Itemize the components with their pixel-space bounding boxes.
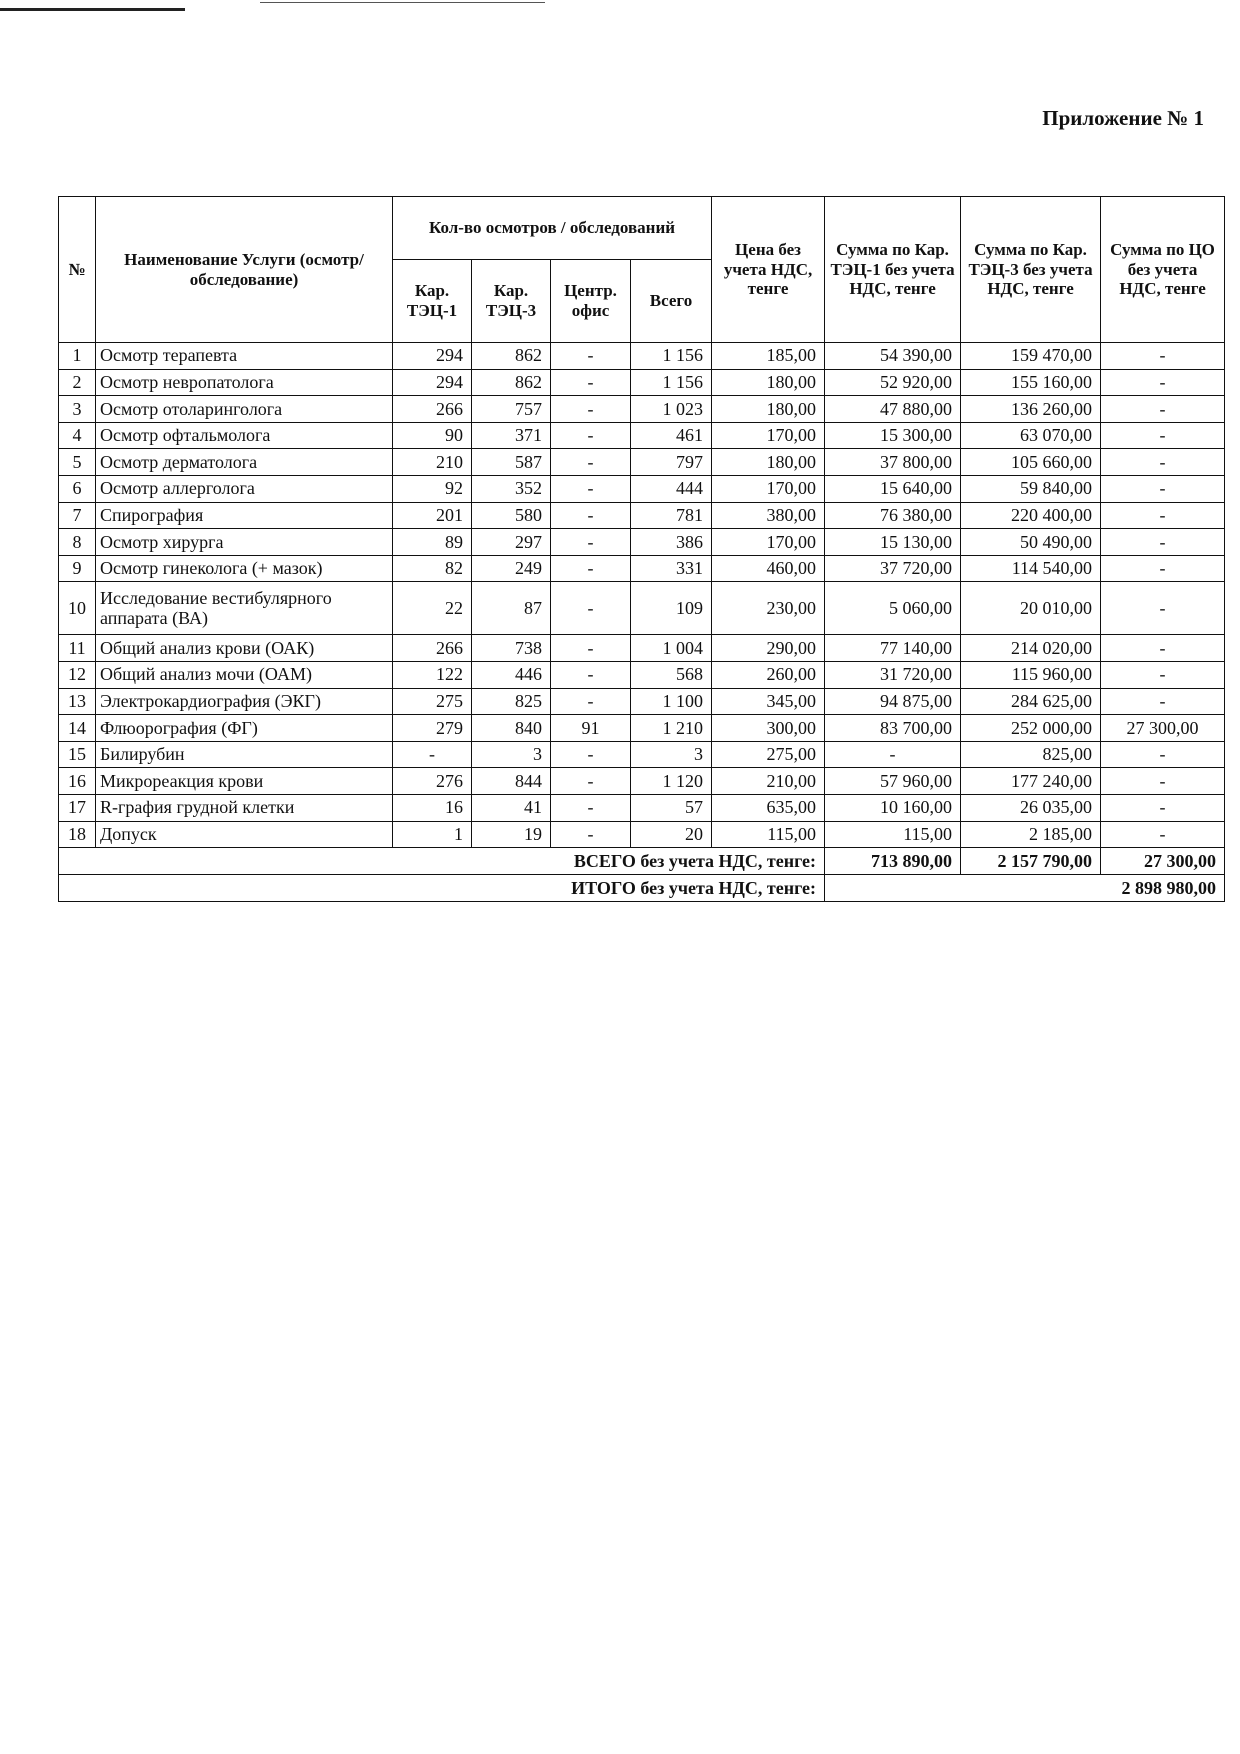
sum-tec1: 94 875,00 [825, 688, 961, 715]
sum-tec3: 155 160,00 [961, 369, 1101, 396]
row-number: 1 [59, 343, 96, 370]
row-number: 2 [59, 369, 96, 396]
sum-tec1: 37 720,00 [825, 555, 961, 582]
sum-co: - [1101, 688, 1225, 715]
sum-tec3: 2 185,00 [961, 821, 1101, 848]
count-total: 3 [631, 741, 712, 768]
count-tec3: 41 [472, 794, 551, 821]
table-row [59, 475, 1225, 502]
count-total: 57 [631, 794, 712, 821]
price: 170,00 [712, 422, 825, 449]
row-number: 18 [59, 821, 96, 848]
row-number: 15 [59, 741, 96, 768]
count-tec3: 371 [472, 422, 551, 449]
count-tec1: 275 [393, 688, 472, 715]
row-number: 10 [59, 582, 96, 635]
price: 170,00 [712, 475, 825, 502]
count-tec1: 82 [393, 555, 472, 582]
service-name: Билирубин [96, 741, 393, 768]
service-name: Микрореакция крови [96, 768, 393, 795]
count-central: 91 [551, 715, 631, 742]
header-central-office: Центр. офис [551, 260, 631, 343]
count-tec1: - [393, 741, 472, 768]
sum-co: - [1101, 794, 1225, 821]
service-name: Осмотр аллерголога [96, 475, 393, 502]
service-name: Осмотр офтальмолога [96, 422, 393, 449]
itogo-label: ИТОГО без учета НДС, тенге: [59, 875, 825, 902]
table-row [59, 555, 1225, 582]
sum-co: - [1101, 449, 1225, 476]
count-tec3: 87 [472, 582, 551, 635]
vsego-sum-co: 27 300,00 [1101, 848, 1225, 875]
count-total: 1 210 [631, 715, 712, 742]
service-name: R-графия грудной клетки [96, 794, 393, 821]
vsego-sum-tec3: 2 157 790,00 [961, 848, 1101, 875]
price: 185,00 [712, 343, 825, 370]
vsego-sum-tec1: 713 890,00 [825, 848, 961, 875]
sum-tec3: 105 660,00 [961, 449, 1101, 476]
sum-co: - [1101, 661, 1225, 688]
count-tec3: 757 [472, 396, 551, 423]
service-name: Флюорография (ФГ) [96, 715, 393, 742]
service-name: Осмотр терапевта [96, 343, 393, 370]
service-name: Электрокардиография (ЭКГ) [96, 688, 393, 715]
count-tec1: 1 [393, 821, 472, 848]
count-central: - [551, 422, 631, 449]
sum-tec1: 5 060,00 [825, 582, 961, 635]
row-number: 16 [59, 768, 96, 795]
row-number: 17 [59, 794, 96, 821]
count-tec3: 249 [472, 555, 551, 582]
sum-tec1: 54 390,00 [825, 343, 961, 370]
count-total: 797 [631, 449, 712, 476]
sum-co: - [1101, 422, 1225, 449]
count-total: 1 023 [631, 396, 712, 423]
count-total: 444 [631, 475, 712, 502]
table-row [59, 343, 1225, 370]
sum-tec1: 37 800,00 [825, 449, 961, 476]
table-row [59, 741, 1225, 768]
row-number: 14 [59, 715, 96, 742]
sum-tec1: 31 720,00 [825, 661, 961, 688]
sum-tec3: 214 020,00 [961, 635, 1101, 662]
service-name: Осмотр гинеколога (+ мазок) [96, 555, 393, 582]
sum-tec1: 15 130,00 [825, 529, 961, 556]
count-central: - [551, 768, 631, 795]
sum-co: - [1101, 635, 1225, 662]
header-sum-tec1: Сумма по Кар. ТЭЦ-1 без учета НДС, тенге [825, 197, 961, 343]
header-total: Всего [631, 260, 712, 343]
header-price: Цена без учета НДС, тенге [712, 197, 825, 343]
price: 300,00 [712, 715, 825, 742]
count-tec1: 92 [393, 475, 472, 502]
sum-tec1: 76 380,00 [825, 502, 961, 529]
sum-tec3: 252 000,00 [961, 715, 1101, 742]
sum-tec3: 20 010,00 [961, 582, 1101, 635]
row-number: 3 [59, 396, 96, 423]
sum-co: - [1101, 582, 1225, 635]
service-name: Осмотр хирурга [96, 529, 393, 556]
sum-tec3: 59 840,00 [961, 475, 1101, 502]
sum-tec3: 220 400,00 [961, 502, 1101, 529]
count-tec3: 19 [472, 821, 551, 848]
sum-tec3: 159 470,00 [961, 343, 1101, 370]
sum-co: - [1101, 369, 1225, 396]
price: 260,00 [712, 661, 825, 688]
price: 380,00 [712, 502, 825, 529]
count-total: 109 [631, 582, 712, 635]
table-row [59, 794, 1225, 821]
count-central: - [551, 794, 631, 821]
sum-tec1: 57 960,00 [825, 768, 961, 795]
count-total: 1 100 [631, 688, 712, 715]
header-count-group: Кол-во осмотров / обследований [393, 197, 712, 260]
sum-tec3: 115 960,00 [961, 661, 1101, 688]
count-central: - [551, 821, 631, 848]
service-name: Допуск [96, 821, 393, 848]
row-number: 13 [59, 688, 96, 715]
sum-co: - [1101, 475, 1225, 502]
appendix-label: Приложение № 1 [1042, 106, 1204, 130]
table-row [59, 502, 1225, 529]
header-kar-tec3: Кар. ТЭЦ-3 [472, 260, 551, 343]
count-total: 568 [631, 661, 712, 688]
table-row [59, 661, 1225, 688]
count-tec3: 587 [472, 449, 551, 476]
scan-mark-top-line [260, 2, 545, 3]
sum-tec1: 15 640,00 [825, 475, 961, 502]
sum-tec1: 115,00 [825, 821, 961, 848]
price: 115,00 [712, 821, 825, 848]
count-central: - [551, 343, 631, 370]
count-tec3: 297 [472, 529, 551, 556]
count-central: - [551, 396, 631, 423]
count-central: - [551, 635, 631, 662]
sum-co: - [1101, 396, 1225, 423]
count-central: - [551, 529, 631, 556]
price: 180,00 [712, 396, 825, 423]
scan-mark-top [0, 8, 185, 11]
price: 230,00 [712, 582, 825, 635]
row-number: 6 [59, 475, 96, 502]
header-sum-co: Сумма по ЦО без учета НДС, тенге [1101, 197, 1225, 343]
count-tec1: 266 [393, 635, 472, 662]
count-tec1: 294 [393, 343, 472, 370]
table-row [59, 396, 1225, 423]
count-tec1: 16 [393, 794, 472, 821]
itogo-value: 2 898 980,00 [825, 875, 1225, 902]
sum-tec3: 114 540,00 [961, 555, 1101, 582]
count-total: 20 [631, 821, 712, 848]
row-number: 5 [59, 449, 96, 476]
service-name: Осмотр невропатолога [96, 369, 393, 396]
count-total: 1 156 [631, 369, 712, 396]
count-tec1: 201 [393, 502, 472, 529]
count-tec3: 738 [472, 635, 551, 662]
service-name: Общий анализ крови (ОАК) [96, 635, 393, 662]
row-number: 7 [59, 502, 96, 529]
vsego-label: ВСЕГО без учета НДС, тенге: [59, 848, 825, 875]
table-body [59, 343, 1225, 848]
sum-co: - [1101, 555, 1225, 582]
price: 635,00 [712, 794, 825, 821]
count-tec3: 446 [472, 661, 551, 688]
sum-tec1: 52 920,00 [825, 369, 961, 396]
sum-tec1: 15 300,00 [825, 422, 961, 449]
count-central: - [551, 582, 631, 635]
sum-tec3: 26 035,00 [961, 794, 1101, 821]
sum-tec3: 284 625,00 [961, 688, 1101, 715]
table-row [59, 369, 1225, 396]
service-name: Осмотр дерматолога [96, 449, 393, 476]
count-total: 1 156 [631, 343, 712, 370]
sum-tec3: 825,00 [961, 741, 1101, 768]
sum-tec3: 50 490,00 [961, 529, 1101, 556]
sum-co: 27 300,00 [1101, 715, 1225, 742]
header-name: Наименование Услуги (осмотр/обследование) [96, 197, 393, 343]
service-name: Общий анализ мочи (ОАМ) [96, 661, 393, 688]
price: 210,00 [712, 768, 825, 795]
count-tec1: 294 [393, 369, 472, 396]
count-central: - [551, 449, 631, 476]
count-central: - [551, 502, 631, 529]
count-total: 1 004 [631, 635, 712, 662]
table-row [59, 529, 1225, 556]
sum-tec1: 47 880,00 [825, 396, 961, 423]
count-central: - [551, 475, 631, 502]
count-central: - [551, 555, 631, 582]
table-row [59, 449, 1225, 476]
sum-co: - [1101, 741, 1225, 768]
sum-tec3: 177 240,00 [961, 768, 1101, 795]
sum-tec1: 77 140,00 [825, 635, 961, 662]
count-central: - [551, 688, 631, 715]
count-tec1: 89 [393, 529, 472, 556]
vsego-row [59, 848, 1225, 875]
table-row [59, 582, 1225, 635]
row-number: 12 [59, 661, 96, 688]
count-tec3: 844 [472, 768, 551, 795]
count-tec1: 279 [393, 715, 472, 742]
count-central: - [551, 369, 631, 396]
count-central: - [551, 661, 631, 688]
table-row [59, 715, 1225, 742]
count-total: 461 [631, 422, 712, 449]
count-tec1: 90 [393, 422, 472, 449]
sum-tec1: 83 700,00 [825, 715, 961, 742]
sum-co: - [1101, 768, 1225, 795]
service-name: Спирография [96, 502, 393, 529]
count-tec1: 276 [393, 768, 472, 795]
sum-tec1: - [825, 741, 961, 768]
sum-tec3: 63 070,00 [961, 422, 1101, 449]
count-tec3: 580 [472, 502, 551, 529]
row-number: 8 [59, 529, 96, 556]
header-sum-tec3: Сумма по Кар. ТЭЦ-3 без учета НДС, тенге [961, 197, 1101, 343]
price: 180,00 [712, 449, 825, 476]
table-row [59, 422, 1225, 449]
count-tec3: 352 [472, 475, 551, 502]
count-total: 386 [631, 529, 712, 556]
services-table [58, 196, 1225, 902]
price: 275,00 [712, 741, 825, 768]
sum-co: - [1101, 821, 1225, 848]
count-total: 1 120 [631, 768, 712, 795]
table-row [59, 635, 1225, 662]
count-tec3: 862 [472, 369, 551, 396]
table-row [59, 688, 1225, 715]
sum-co: - [1101, 502, 1225, 529]
price: 345,00 [712, 688, 825, 715]
row-number: 11 [59, 635, 96, 662]
count-tec3: 862 [472, 343, 551, 370]
row-number: 4 [59, 422, 96, 449]
price: 170,00 [712, 529, 825, 556]
header-num: № [59, 197, 96, 343]
row-number: 9 [59, 555, 96, 582]
count-tec1: 210 [393, 449, 472, 476]
count-tec1: 122 [393, 661, 472, 688]
sum-co: - [1101, 343, 1225, 370]
count-tec1: 266 [393, 396, 472, 423]
price: 180,00 [712, 369, 825, 396]
service-name: Осмотр отоларинголога [96, 396, 393, 423]
count-tec3: 825 [472, 688, 551, 715]
table-row [59, 768, 1225, 795]
count-tec3: 3 [472, 741, 551, 768]
count-central: - [551, 741, 631, 768]
count-total: 331 [631, 555, 712, 582]
price: 290,00 [712, 635, 825, 662]
sum-co: - [1101, 529, 1225, 556]
header-kar-tec1: Кар. ТЭЦ-1 [393, 260, 472, 343]
count-tec3: 840 [472, 715, 551, 742]
price: 460,00 [712, 555, 825, 582]
sum-tec1: 10 160,00 [825, 794, 961, 821]
itogo-row [59, 875, 1225, 902]
count-tec1: 22 [393, 582, 472, 635]
service-name: Исследование вестибулярного аппарата (ВА) [96, 582, 393, 635]
count-total: 781 [631, 502, 712, 529]
table-row [59, 821, 1225, 848]
sum-tec3: 136 260,00 [961, 396, 1101, 423]
